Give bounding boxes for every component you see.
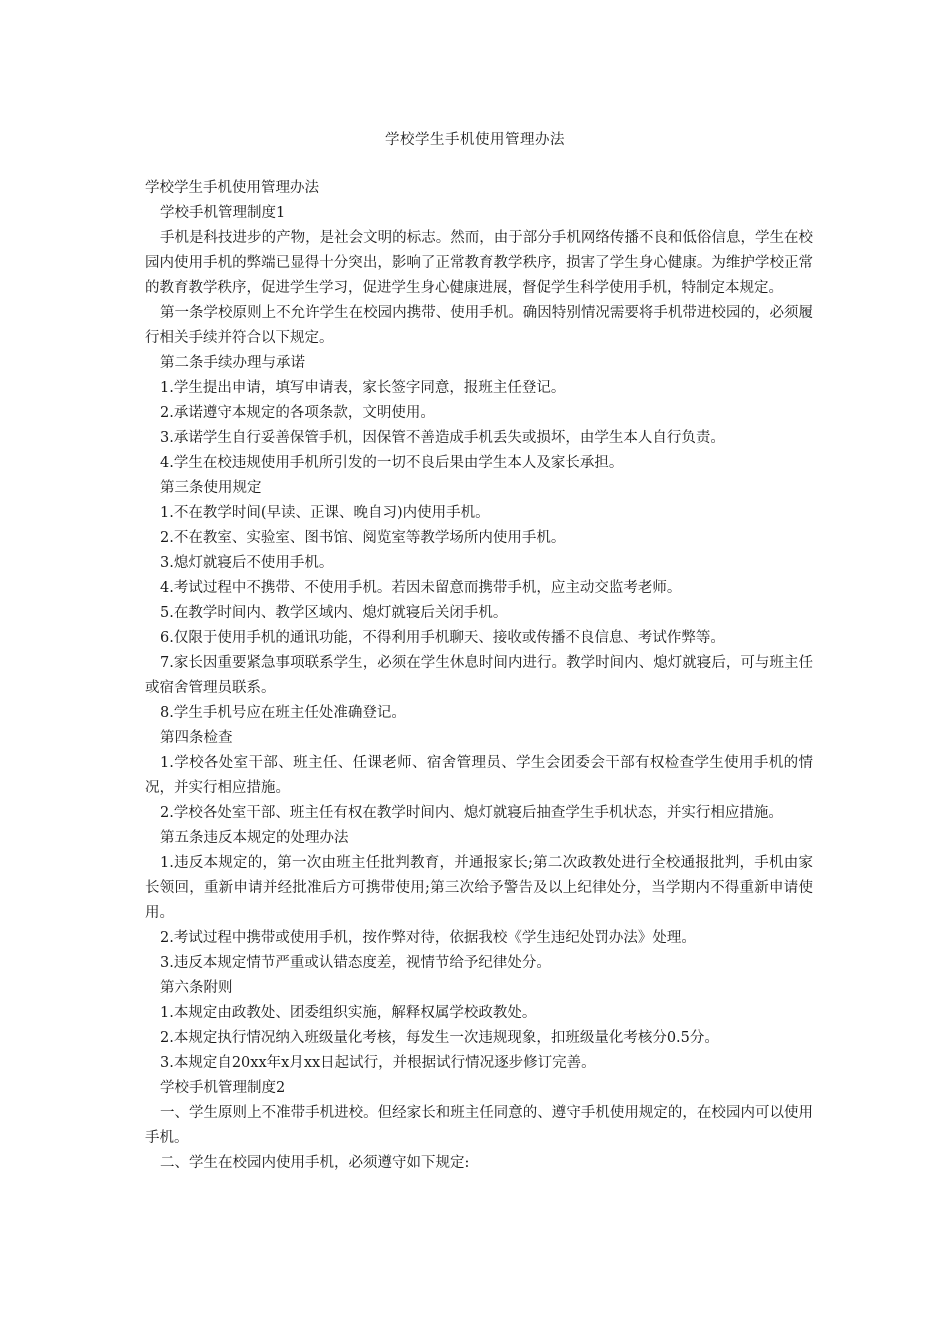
document-body (145, 176, 813, 1176)
list-item: 2.承诺遵守本规定的各项条款，文明使用。 (160, 405, 435, 421)
section-heading-1: 学校手机管理制度1 (160, 205, 286, 221)
list-item: 1.本规定由政教处、团委组织实施，解释权属学校政教处。 (160, 1005, 537, 1021)
list-item: 5.在教学时间内、教学区域内、熄灯就寝后关闭手机。 (160, 605, 508, 621)
list-item: 2.考试过程中携带或使用手机，按作弊对待，依据我校《学生违纪处罚办法》处理。 (160, 930, 696, 946)
article-1: 第一条学校原则上不允许学生在校园内携带、使用手机。确因特别情况需要将手机带进校园的，必须履行相关手续并符合以下规定。 (145, 305, 813, 346)
paragraph-intro: 手机是科技进步的产物，是社会文明的标志。然而，由于部分手机网络传播不良和低俗信息，学生在校园内使用手机的弊端已显得十分突出，影响了正常教育教学秩序，损害了学生身心健康。为维护学校正常的教育教学秩序，促进学生学习，促进学生身心健康进展，督促学生科学使用手机，特制定本规定。 (145, 230, 813, 296)
list-item: 1.学生提出申请，填写申请表，家长签字同意，报班主任登记。 (160, 380, 566, 396)
rule-2: 二、学生在校园内使用手机，必须遵守如下规定: (160, 1155, 470, 1171)
list-item: 7.家长因重要紧急事项联系学生，必须在学生休息时间内进行。教学时间内、熄灯就寝后，可与班主任或宿舍管理员联系。 (145, 655, 813, 696)
list-item: 3.熄灯就寝后不使用手机。 (160, 555, 334, 571)
document-title: 学校学生手机使用管理办法 (385, 132, 565, 148)
article-2-heading: 第二条手续办理与承诺 (160, 355, 305, 371)
body-heading: 学校学生手机使用管理办法 (145, 180, 319, 196)
list-item: 6.仅限于使用手机的通讯功能，不得利用手机聊天、接收或传播不良信息、考试作弊等。 (160, 630, 725, 646)
rule-1: 一、学生原则上不准带手机进校。但经家长和班主任同意的、遵守手机使用规定的，在校园内可以使用手机。 (145, 1105, 813, 1146)
list-item: 3.承诺学生自行妥善保管手机，因保管不善造成手机丢失或损坏，由学生本人自行负责。 (160, 430, 725, 446)
article-3-heading: 第三条使用规定 (160, 480, 262, 496)
list-item: 3.违反本规定情节严重或认错态度差，视情节给予纪律处分。 (160, 955, 551, 971)
list-item: 1.违反本规定的，第一次由班主任批判教育，并通报家长;第二次政教处进行全校通报批判，手机由家长领回，重新申请并经批准后方可携带使用;第三次给予警告及以上纪律处分，当学期内不得重新申请使用。 (145, 855, 813, 921)
list-item: 1.不在教学时间(早读、正课、晚自习)内使用手机。 (160, 505, 490, 521)
list-item: 8.学生手机号应在班主任处准确登记。 (160, 705, 406, 721)
article-5-heading: 第五条违反本规定的处理办法 (160, 830, 349, 846)
list-item: 2.本规定执行情况纳入班级量化考核，每发生一次违规现象，扣班级量化考核分0.5分。 (160, 1030, 719, 1046)
list-item: 4.考试过程中不携带、不使用手机。若因未留意而携带手机，应主动交监考老师。 (160, 580, 682, 596)
list-item: 3.本规定自20xx年x月xx日起试行，并根据试行情况逐步修订完善。 (160, 1055, 596, 1071)
list-item: 4.学生在校违规使用手机所引发的一切不良后果由学生本人及家长承担。 (160, 455, 624, 471)
section-heading-2: 学校手机管理制度2 (160, 1080, 286, 1096)
list-item: 1.学校各处室干部、班主任、任课老师、宿舍管理员、学生会团委会干部有权检查学生使用手机的情况，并实行相应措施。 (145, 755, 813, 796)
list-item: 2.学校各处室干部、班主任有权在教学时间内、熄灯就寝后抽查学生手机状态，并实行相应措施。 (160, 805, 783, 821)
article-4-heading: 第四条检查 (160, 730, 233, 746)
article-6-heading: 第六条附则 (160, 980, 233, 996)
list-item: 2.不在教室、实验室、图书馆、阅览室等教学场所内使用手机。 (160, 530, 566, 546)
